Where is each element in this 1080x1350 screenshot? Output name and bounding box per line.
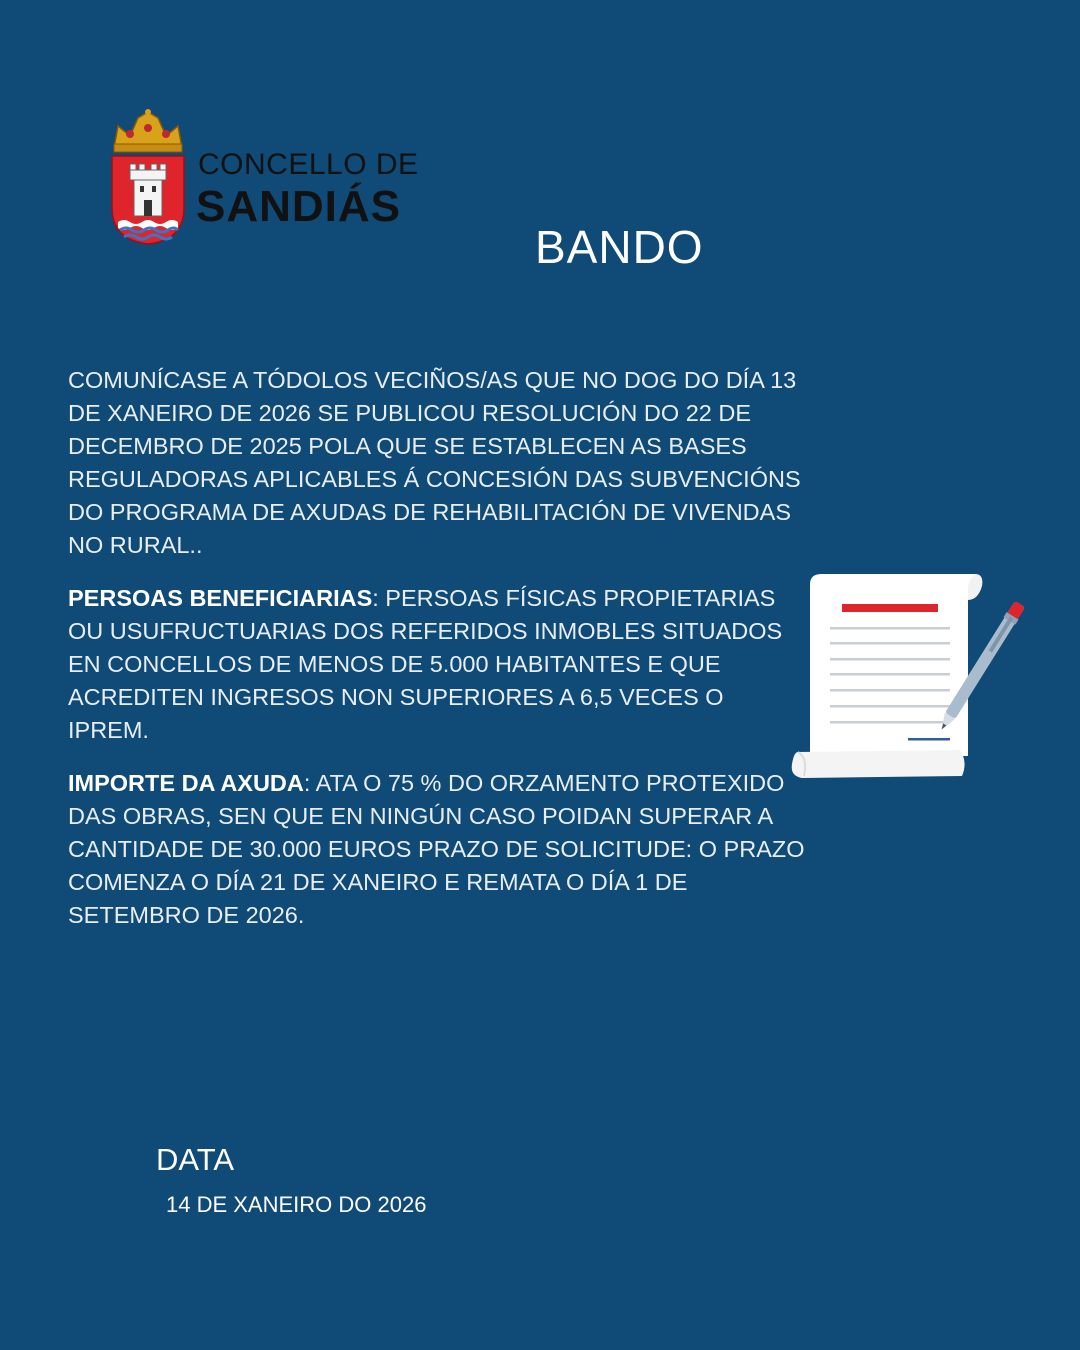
amount-label: IMPORTE DA AXUDA <box>68 770 304 796</box>
beneficiaries-label: PERSOAS BENEFICIARIAS <box>68 585 373 611</box>
beneficiaries-text: : PERSOAS FÍSICAS PROPIETARIAS OU USUFRUCTUARIAS DOS REFERIDOS INMOBLES SITUADOS EN CONCELLOS DE MENOS DE 5.000 HABITANTES E QUE ACREDITEN INGRESOS NON SUPERIORES A 6,5 VECES O IPREM. <box>68 585 783 743</box>
announcement-body <box>68 364 808 952</box>
page-title: BANDO <box>535 221 704 273</box>
intro-paragraph: COMUNÍCASE A TÓDOLOS VECIÑOS/AS QUE NO DOG DO DÍA 13 DE XANEIRO DE 2026 SE PUBLICOU RESOLUCIÓN DO 22 DE DECEMBRO DE 2025 POLA QUE SE ESTABLECEN AS BASES REGULADORAS APLICABLES Á CONCESIÓN DAS SUBVENCIÓNS DO PROGRAMA DE AXUDAS DE REHABILITACIÓN DE VIVENDAS NO RURAL.. <box>68 367 801 558</box>
org-name-line1: CONCELLO DE <box>198 148 419 181</box>
amount-paragraph <box>68 767 808 932</box>
coat-of-arms-icon <box>108 108 188 246</box>
municipality-logo <box>108 108 428 248</box>
scroll-document-icon <box>790 572 1040 782</box>
date-value: 14 DE XANEIRO DO 2026 <box>166 1192 427 1217</box>
beneficiaries-paragraph <box>68 582 808 747</box>
date-label: DATA <box>156 1142 235 1177</box>
amount-text: : ATA O 75 % DO ORZAMENTO PROTEXIDO DAS OBRAS, SEN QUE EN NINGÚN CASO POIDAN SUPERAR A CANTIDADE DE 30.000 EUROS PRAZO DE SOLICITUDE: O PRAZO COMENZA O DÍA 21 DE XANEIRO E REMATA O DÍA 1 DE SETEMBRO DE 2026. <box>68 770 805 928</box>
org-name-line2: SANDIÁS <box>196 182 402 231</box>
